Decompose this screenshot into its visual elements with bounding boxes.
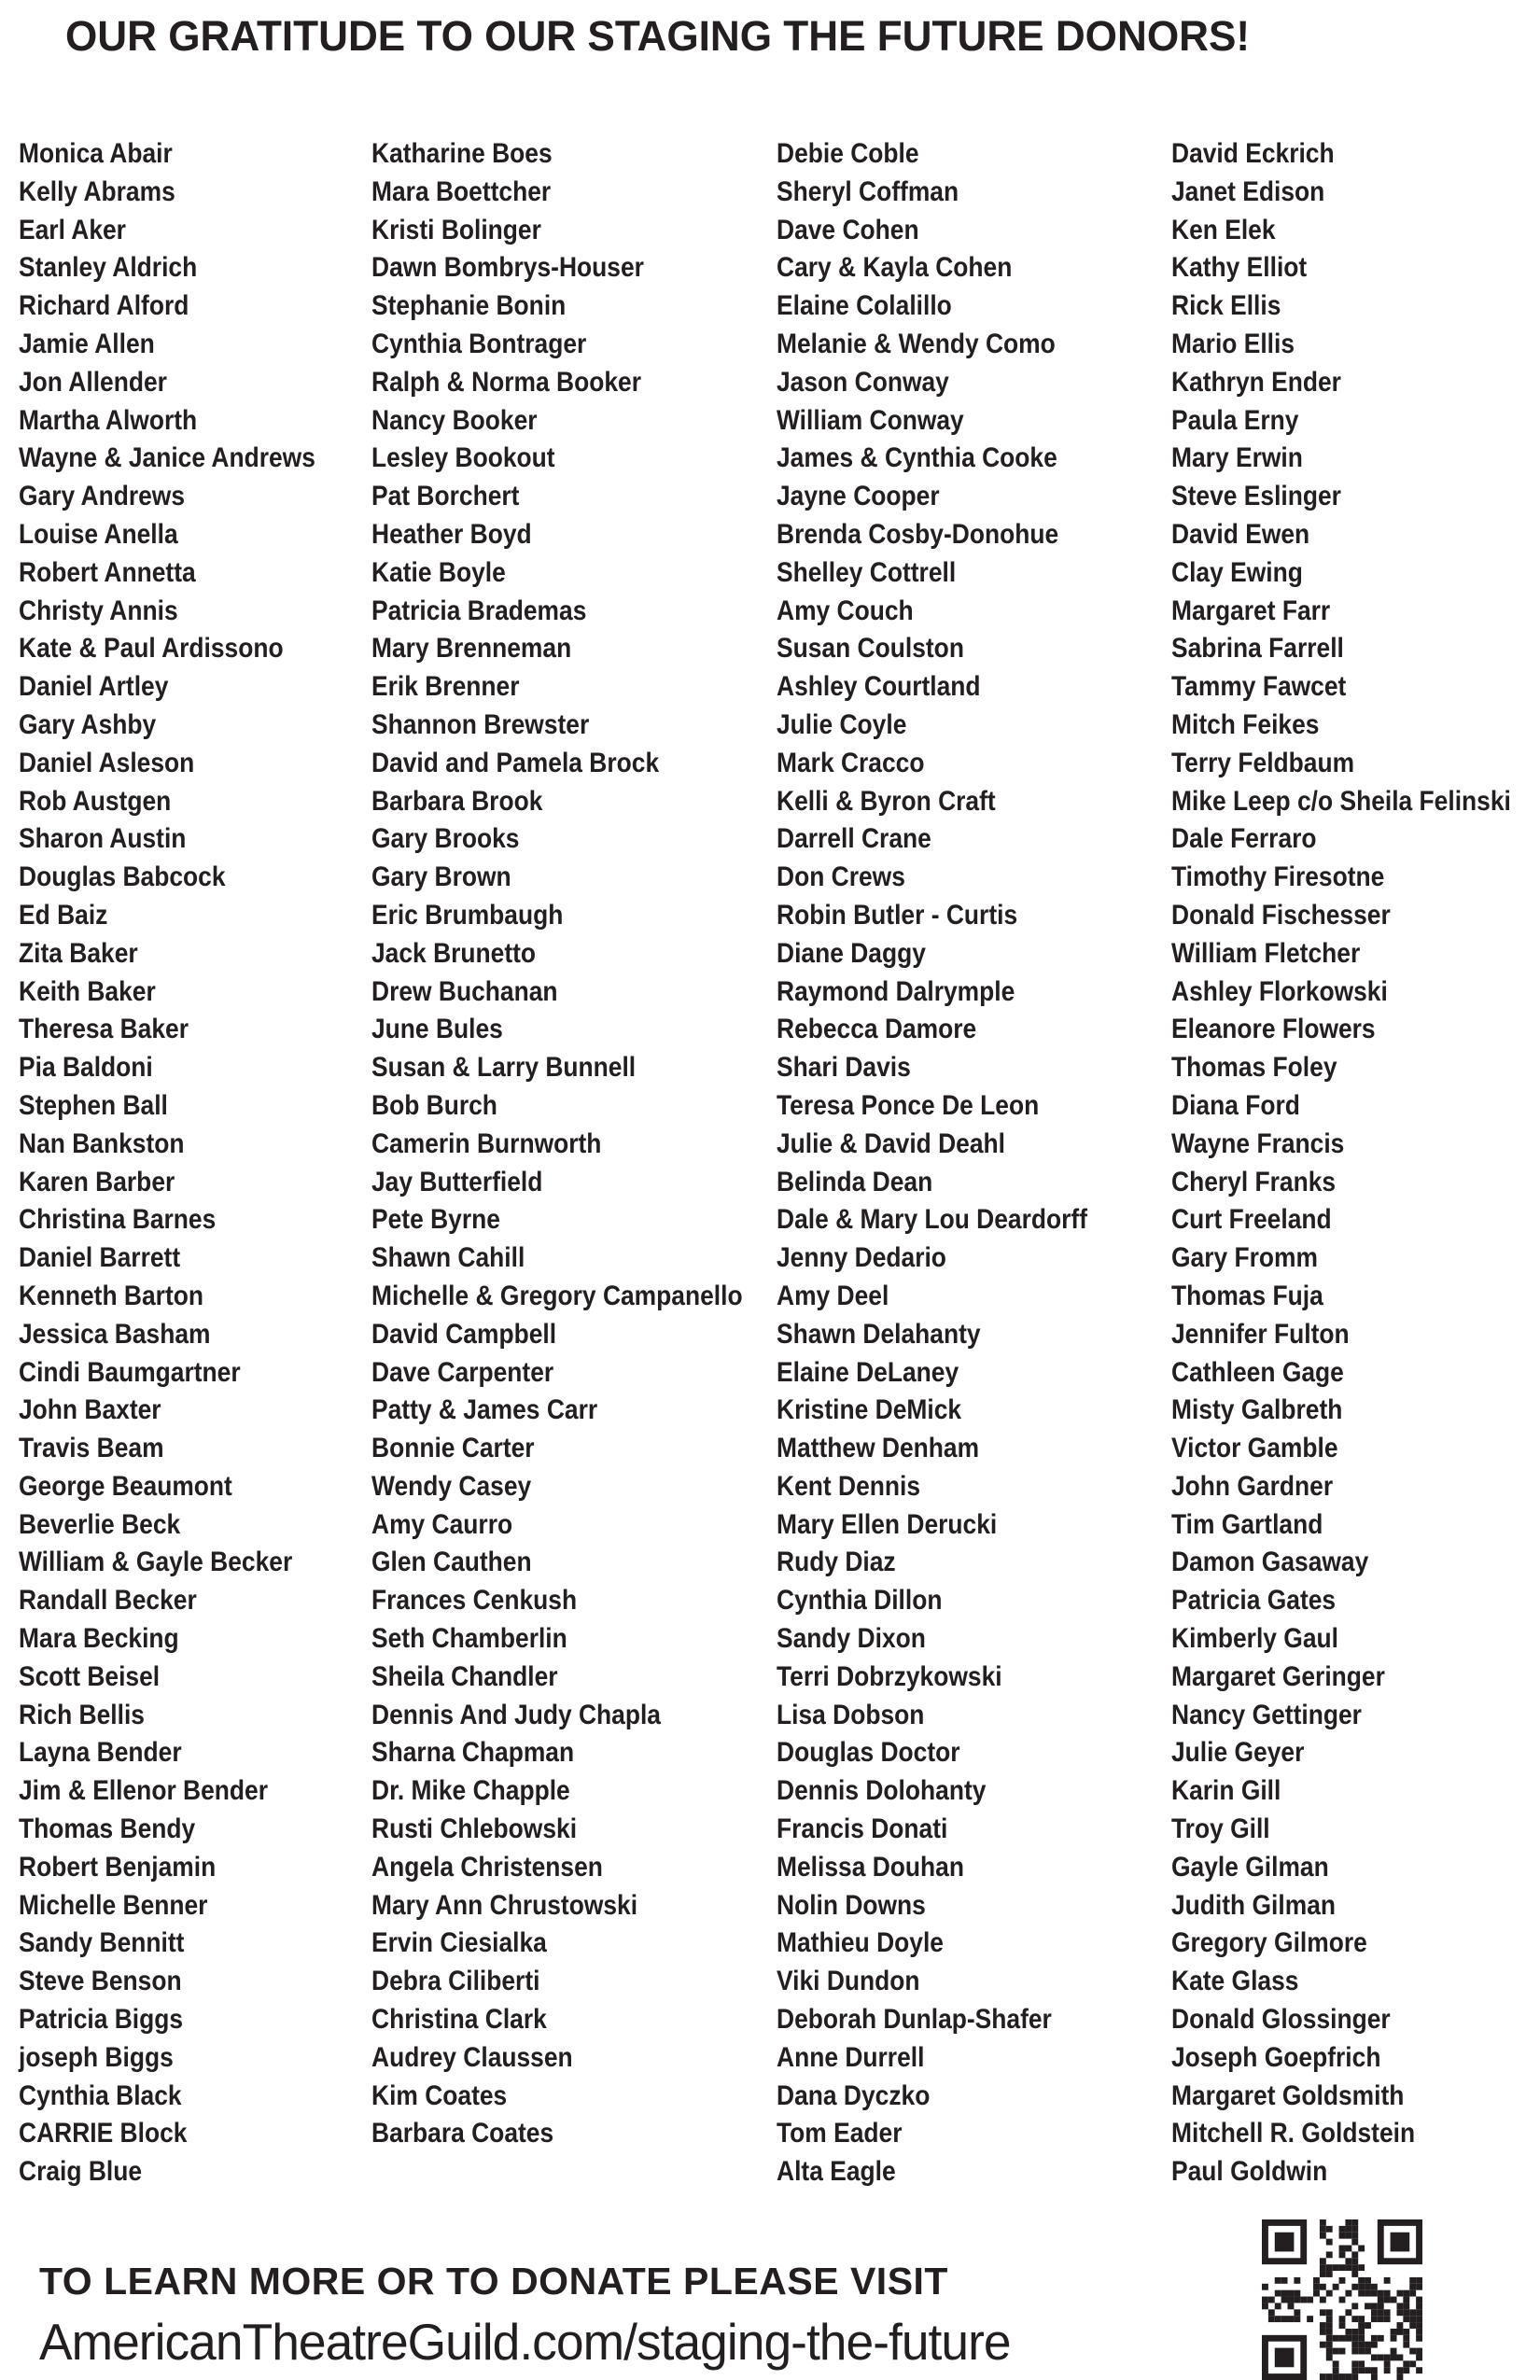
donor-name: Thomas Fuja [1171,1280,1323,1311]
donor-name: Rick Ellis [1171,290,1281,322]
donor-name: Christy Annis [19,595,178,626]
donor-name: Daniel Artley [19,671,169,703]
donor-name: Jim & Ellenor Bender [19,1775,269,1807]
donor-name: Kathy Elliot [1171,252,1308,284]
donor-name: Timothy Firesotne [1171,861,1385,893]
donor-name: Elaine DeLaney [777,1356,959,1388]
donor-name: Erik Brenner [371,671,520,703]
donor-name: Sabrina Farrell [1171,633,1344,665]
donor-name: Sandy Bennitt [19,1927,185,1959]
donor-name: Wayne & Janice Andrews [19,442,315,474]
donor-name: Mara Becking [19,1623,179,1655]
donor-name: Stephen Ball [19,1089,168,1121]
donor-name: Don Crews [777,861,905,893]
donor-name: Alta Eagle [777,2156,896,2188]
donor-name: Robert Annetta [19,556,196,588]
donor-name: Tim Gartland [1171,1508,1323,1540]
donor-name: Randall Becker [19,1585,197,1617]
donor-name: Zita Baker [19,937,138,969]
donor-name: Craig Blue [19,2156,143,2188]
donor-name: David Ewen [1171,518,1310,550]
donor-name: John Baxter [19,1394,161,1426]
donor-name: Katharine Boes [371,138,553,169]
donor-name: Terry Feldbaum [1171,747,1355,778]
donor-name: Brenda Cosby-Donohue [777,518,1059,550]
donor-name: Dennis And Judy Chapla [371,1699,661,1730]
donor-name: William Conway [777,404,964,436]
donor-name: Dale Ferraro [1171,823,1317,855]
donor-name: Janet Edison [1171,175,1325,207]
donor-name: Kathryn Ender [1171,366,1341,398]
donor-name: Darrell Crane [777,823,931,855]
donor-name: Jason Conway [777,366,949,398]
donor-name: Mark Cracco [777,747,925,778]
qr-code-icon [1262,2219,1422,2380]
donor-name: Mary Ann Chrustowski [371,1889,638,1921]
donor-name: Ralph & Norma Booker [371,366,641,398]
donor-name: Kent Dennis [777,1470,921,1502]
donor-name: Dana Dyczko [777,2079,931,2111]
donor-name: Misty Galbreth [1171,1394,1343,1426]
donor-name: Eleanore Flowers [1171,1014,1376,1045]
donor-name: Douglas Doctor [777,1737,960,1769]
donor-name: Elaine Colalillo [777,290,952,322]
donor-name: Debra Ciliberti [371,1966,540,1997]
footer-cta-text: TO LEARN MORE OR TO DONATE PLEASE VISIT [39,2260,948,2303]
donor-name: June Bules [371,1014,503,1045]
donor-name: Gayle Gilman [1171,1851,1329,1883]
donor-name: James & Cynthia Cooke [777,442,1057,474]
donor-name: George Beaumont [19,1470,232,1502]
donor-name: Patricia Brademas [371,595,587,626]
donor-name: Terri Dobrzykowski [777,1660,1002,1692]
donor-column-1 [19,135,329,2191]
donor-name: Julie & David Deahl [777,1127,1006,1159]
donor-name: Beverlie Beck [19,1508,181,1540]
donor-name: Layna Bender [19,1737,182,1769]
donor-name: Victor Gamble [1171,1433,1338,1464]
donor-name: Gary Brown [371,861,511,893]
donor-name: Dr. Mike Chapple [371,1775,570,1807]
donor-name: Susan Coulston [777,633,964,665]
donor-name: Patty & James Carr [371,1394,598,1426]
donor-name: Cynthia Black [19,2079,182,2111]
donor-name: Jayne Cooper [777,481,940,512]
donor-name: Steve Eslinger [1171,481,1341,512]
donor-name: Paula Erny [1171,404,1299,436]
donor-name: Francis Donati [777,1813,948,1845]
donor-name: Daniel Asleson [19,747,195,778]
donor-name: Kate & Paul Ardissono [19,633,284,665]
donor-list [19,135,1540,2191]
donor-name: Daniel Barrett [19,1242,181,1274]
donor-name: Gary Andrews [19,481,186,512]
donor-name: Troy Gill [1171,1813,1270,1845]
donor-column-2 [371,135,743,2153]
donor-name: Mathieu Doyle [777,1927,944,1959]
donor-name: Tammy Fawcet [1171,671,1347,703]
donor-name: Barbara Coates [371,2118,554,2149]
donor-name: Dave Cohen [777,214,919,245]
donor-name: Cathleen Gage [1171,1356,1344,1388]
donor-name: Camerin Burnworth [371,1127,602,1159]
donor-name: Martha Alworth [19,404,198,436]
donor-name: Sheryl Coffman [777,175,959,207]
footer-donation-url[interactable]: AmericanTheatreGuild.com/staging-the-future [39,2313,1011,2371]
donor-name: David Campbell [371,1318,557,1350]
donor-name: Belinda Dean [777,1166,933,1197]
donor-name: David Eckrich [1171,138,1335,169]
donor-name: Travis Beam [19,1433,164,1464]
donor-name: Shannon Brewster [371,708,590,740]
donor-name: Dave Carpenter [371,1356,554,1388]
donor-name: David and Pamela Brock [371,747,660,778]
donor-name: Sharna Chapman [371,1737,575,1769]
donor-name: Wendy Casey [371,1470,532,1502]
donor-name: Thomas Foley [1171,1052,1337,1084]
donor-name: Audrey Claussen [371,2041,573,2073]
donor-name: Kristi Bolinger [371,214,541,245]
donor-name: Patricia Biggs [19,2004,184,2036]
donor-name: Nolin Downs [777,1889,926,1921]
donor-name: Douglas Babcock [19,861,226,893]
donor-name: Eric Brumbaugh [371,899,564,931]
donor-name: Debie Coble [777,138,919,169]
donor-name: Michelle & Gregory Campanello [371,1280,743,1311]
donor-name: Sharon Austin [19,823,187,855]
donor-name: Shawn Delahanty [777,1318,981,1350]
donor-name: Viki Dundon [777,1966,920,1997]
donor-name: Robert Benjamin [19,1851,217,1883]
donor-name: Earl Aker [19,214,126,245]
donor-name: Kelly Abrams [19,175,175,207]
donor-name: Mitch Feikes [1171,708,1320,740]
donor-name: Tom Eader [777,2118,903,2149]
donor-name: joseph Biggs [19,2041,174,2073]
donor-name: CARRIE Block [19,2118,188,2149]
donor-name: Rich Bellis [19,1699,145,1730]
donor-name: Paul Goldwin [1171,2156,1328,2188]
donor-column-4 [1171,135,1511,2191]
donor-name: Richard Alford [19,290,189,322]
donor-name: Thomas Bendy [19,1813,196,1845]
donor-name: Karen Barber [19,1166,175,1197]
donor-name: Ashley Florkowski [1171,975,1388,1007]
donor-name: Jay Butterfield [371,1166,543,1197]
page-title: OUR GRATITUDE TO OUR STAGING THE FUTURE DONORS! [65,12,1251,60]
donor-name: Kristine DeMick [777,1394,962,1426]
donor-name: Monica Abair [19,138,173,169]
donor-name: Amy Deel [777,1280,889,1311]
donor-name: Kate Glass [1171,1966,1299,1997]
donor-name: Mary Erwin [1171,442,1303,474]
donor-name: Pia Baldoni [19,1052,153,1084]
donor-name: Shelley Cottrell [777,556,957,588]
donor-name: Dennis Dolohanty [777,1775,987,1807]
donor-name: Heather Boyd [371,518,532,550]
donor-name: Ervin Ciesialka [371,1927,547,1959]
donor-name: Margaret Geringer [1171,1660,1385,1692]
donor-name: Christina Barnes [19,1204,217,1236]
donor-name: Jenny Dedario [777,1242,946,1274]
donor-name: Cheryl Franks [1171,1166,1337,1197]
donor-name: Mike Leep c/o Sheila Felinski [1171,785,1511,817]
donor-name: Amy Couch [777,595,914,626]
donor-name: Bob Burch [371,1089,497,1121]
donor-name: Keith Baker [19,975,156,1007]
donor-name: Louise Anella [19,518,178,550]
donor-name: Seth Chamberlin [371,1623,567,1655]
donor-name: Judith Gilman [1171,1889,1337,1921]
donor-name: Jennifer Fulton [1171,1318,1350,1350]
donor-column-3 [777,135,1124,2191]
donor-name: Mario Ellis [1171,328,1295,359]
donor-name: Jack Brunetto [371,937,537,969]
donor-name: Karin Gill [1171,1775,1281,1807]
donor-name: Scott Beisel [19,1660,161,1692]
donor-name: Matthew Denham [777,1433,980,1464]
donor-name: Michelle Benner [19,1889,208,1921]
donor-name: Mitchell R. Goldstein [1171,2118,1416,2149]
donor-name: Jessica Basham [19,1318,211,1350]
donor-name: Mara Boettcher [371,175,552,207]
donor-name: Kimberly Gaul [1171,1623,1338,1655]
donor-name: Barbara Brook [371,785,543,817]
donor-name: Rob Austgen [19,785,172,817]
donor-name: Julie Geyer [1171,1737,1305,1769]
donor-name: Gary Ashby [19,708,157,740]
donor-name: Gary Brooks [371,823,520,855]
donor-name: Pat Borchert [371,481,520,512]
donor-name: Clay Ewing [1171,556,1303,588]
donor-name: Patricia Gates [1171,1585,1337,1617]
donor-name: Kenneth Barton [19,1280,203,1311]
donor-name: Shari Davis [777,1052,911,1084]
donor-name: Sheila Chandler [371,1660,558,1692]
donor-name: Pete Byrne [371,1204,500,1236]
donor-name: Deborah Dunlap-Shafer [777,2004,1052,2036]
donor-name: Cynthia Bontrager [371,328,587,359]
donor-name: Bonnie Carter [371,1433,535,1464]
donor-name: Katie Boyle [371,556,506,588]
donor-name: Rusti Chlebowski [371,1813,578,1845]
donor-name: Ashley Courtland [777,671,981,703]
donor-name: Amy Caurro [371,1508,513,1540]
donor-name: Raymond Dalrymple [777,975,1015,1007]
donor-name: John Gardner [1171,1470,1334,1502]
donor-name: Stanley Aldrich [19,252,198,284]
donor-name: Joseph Goepfrich [1171,2041,1381,2073]
donor-name: Damon Gasaway [1171,1547,1369,1578]
donor-name: Theresa Baker [19,1014,189,1045]
donor-name: Robin Butler - Curtis [777,899,1018,931]
donor-name: Glen Cauthen [371,1547,532,1578]
donor-name: Gregory Gilmore [1171,1927,1367,1959]
donor-name: Frances Cenkush [371,1585,578,1617]
donor-name: Melanie & Wendy Como [777,328,1056,359]
donor-name: Teresa Ponce De Leon [777,1089,1040,1121]
donor-name: Kelli & Byron Craft [777,785,996,817]
donor-name: Drew Buchanan [371,975,558,1007]
donor-name: Cary & Kayla Cohen [777,252,1013,284]
donor-name: Julie Coyle [777,708,907,740]
donor-name: Gary Fromm [1171,1242,1318,1274]
donor-name: Rudy Diaz [777,1547,896,1578]
donor-name: Christina Clark [371,2004,547,2036]
donor-name: Nancy Gettinger [1171,1699,1362,1730]
donor-name: Steve Benson [19,1966,182,1997]
donor-name: Rebecca Damore [777,1014,977,1045]
donor-name: Mary Ellen Derucki [777,1508,998,1540]
donor-name: Ken Elek [1171,214,1276,245]
donor-name: William Fletcher [1171,937,1361,969]
donor-name: Dawn Bombrys-Houser [371,252,644,284]
donor-name: Diana Ford [1171,1089,1300,1121]
donor-name: Lesley Bookout [371,442,555,474]
donor-name: Wayne Francis [1171,1127,1345,1159]
donor-name: Susan & Larry Bunnell [371,1052,637,1084]
donor-name: Kim Coates [371,2079,508,2111]
donor-name: Donald Glossinger [1171,2004,1391,2036]
donor-name: Angela Christensen [371,1851,603,1883]
donor-name: Margaret Farr [1171,595,1331,626]
donor-name: William & Gayle Becker [19,1547,293,1578]
donor-name: Sandy Dixon [777,1623,926,1655]
donor-name: Cindi Baumgartner [19,1356,241,1388]
donor-name: Margaret Goldsmith [1171,2079,1405,2111]
donor-name: Diane Daggy [777,937,926,969]
donor-name: Melissa Douhan [777,1851,964,1883]
donor-name: Curt Freeland [1171,1204,1332,1236]
donor-name: Anne Durrell [777,2041,925,2073]
donor-name: Donald Fischesser [1171,899,1391,931]
donor-name: Cynthia Dillon [777,1585,943,1617]
donor-name: Shawn Cahill [371,1242,525,1274]
donor-name: Stephanie Bonin [371,290,567,322]
donor-name: Jon Allender [19,366,167,398]
donor-name: Mary Brenneman [371,633,572,665]
donor-name: Lisa Dobson [777,1699,925,1730]
donor-name: Ed Baiz [19,899,108,931]
donor-name: Jamie Allen [19,328,155,359]
donor-name: Nancy Booker [371,404,538,436]
donor-name: Dale & Mary Lou Deardorff [777,1204,1087,1236]
donor-name: Nan Bankston [19,1127,185,1159]
